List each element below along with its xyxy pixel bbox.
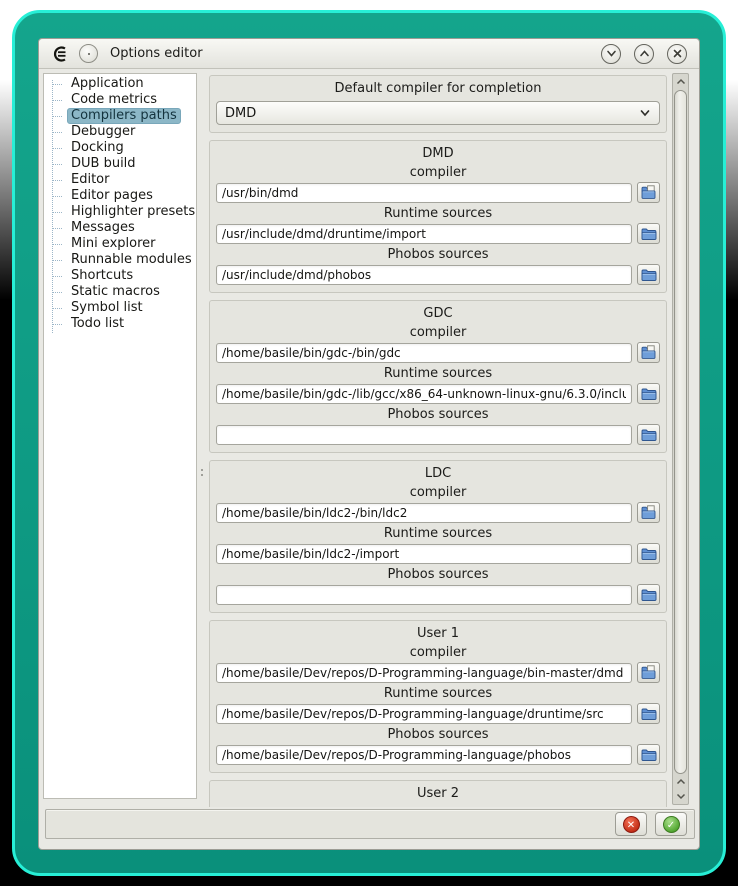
categories-sidebar <box>43 73 197 799</box>
gdc-runtime-sources-input[interactable] <box>216 384 632 404</box>
user1-compiler-input[interactable] <box>216 663 632 683</box>
compiler-group-user1 <box>209 620 667 773</box>
cancel-button[interactable] <box>615 812 647 836</box>
close-button[interactable] <box>667 44 687 64</box>
open-folder-icon <box>641 588 657 602</box>
group-title: LDC <box>424 466 452 481</box>
combo-selected-value: DMD <box>225 105 257 121</box>
sidebar-item-static-macros[interactable]: Static macros <box>44 284 196 300</box>
window-frame <box>12 10 726 876</box>
gdc-compiler-browse-button[interactable] <box>637 342 660 363</box>
compilers-paths-panel <box>207 73 669 807</box>
field-label: compiler <box>409 325 467 340</box>
gdc-runtime-browse-button[interactable] <box>637 383 660 404</box>
open-folder-icon <box>641 387 657 401</box>
sidebar-item-shortcuts[interactable]: Shortcuts <box>44 268 196 284</box>
field-label: Phobos sources <box>387 407 489 422</box>
open-folder-icon <box>641 748 657 762</box>
ldc-runtime-sources-input[interactable] <box>216 544 632 564</box>
open-folder-icon <box>641 227 657 241</box>
default-compiler-group <box>209 75 667 133</box>
gdc-phobos-browse-button[interactable] <box>637 424 660 445</box>
panel-scrollbar[interactable] <box>672 73 689 805</box>
scroll-up-icon[interactable] <box>673 75 688 89</box>
ldc-compiler-browse-button[interactable] <box>637 502 660 523</box>
sidebar-item-mini-explorer[interactable]: Mini explorer <box>44 236 196 252</box>
sidebar-item-dub-build[interactable]: DUB build <box>44 156 196 172</box>
field-label: Phobos sources <box>387 247 489 262</box>
options-editor-window <box>38 38 700 850</box>
group-title: User 1 <box>416 626 460 641</box>
sidebar-item-debugger[interactable]: Debugger <box>44 124 196 140</box>
group-title: User 2 <box>416 786 460 801</box>
ldc-phobos-browse-button[interactable] <box>637 584 660 605</box>
user1-runtime-sources-input[interactable] <box>216 704 632 724</box>
gdc-compiler-input[interactable] <box>216 343 632 363</box>
field-label: compiler <box>409 165 467 180</box>
field-label: compiler <box>409 485 467 500</box>
sidebar-item-compilers-paths[interactable]: Compilers paths <box>44 108 196 124</box>
sidebar-item-runnable-modules[interactable]: Runnable modules <box>44 252 196 268</box>
cancel-x-icon: ✕ <box>623 816 640 833</box>
open-folder-icon <box>641 707 657 721</box>
group-title: Default compiler for completion <box>334 81 542 96</box>
dmd-compiler-input[interactable] <box>216 183 632 203</box>
ldc-compiler-input[interactable] <box>216 503 632 523</box>
sidebar-item-code-metrics[interactable]: Code metrics <box>44 92 196 108</box>
dmd-compiler-browse-button[interactable] <box>637 182 660 203</box>
group-title: DMD <box>422 146 454 161</box>
sidebar-item-editor-pages[interactable]: Editor pages <box>44 188 196 204</box>
field-label: compiler <box>409 645 467 660</box>
accept-check-icon: ✓ <box>663 816 680 833</box>
group-title: GDC <box>423 306 453 321</box>
open-file-icon <box>641 345 657 360</box>
scroll-down-icon[interactable] <box>673 789 688 803</box>
user1-compiler-browse-button[interactable] <box>637 662 660 683</box>
open-file-icon <box>641 665 657 680</box>
user1-phobos-sources-input[interactable] <box>216 745 632 765</box>
sidebar-item-application[interactable]: Application <box>44 76 196 92</box>
open-file-icon <box>641 185 657 200</box>
category-list <box>44 74 196 332</box>
window-title: Options editor <box>110 46 203 61</box>
accept-button[interactable] <box>655 812 687 836</box>
sidebar-splitter-handle[interactable] <box>197 73 207 799</box>
compiler-group-gdc <box>209 300 667 453</box>
window-menu-button[interactable] <box>79 44 98 63</box>
app-logo-icon <box>51 45 71 63</box>
sidebar-item-docking[interactable]: Docking <box>44 140 196 156</box>
compiler-group-user2 <box>209 780 667 807</box>
field-label: Runtime sources <box>383 206 493 221</box>
scroll-up-icon[interactable] <box>673 775 688 789</box>
dmd-runtime-browse-button[interactable] <box>637 223 660 244</box>
compiler-group-dmd <box>209 140 667 293</box>
minimize-button[interactable] <box>601 44 621 64</box>
sidebar-item-highlighter-presets[interactable]: Highlighter presets <box>44 204 196 220</box>
sidebar-item-messages[interactable]: Messages <box>44 220 196 236</box>
field-label: Phobos sources <box>387 567 489 582</box>
compiler-group-ldc <box>209 460 667 613</box>
scrollbar-thumb[interactable] <box>674 90 687 774</box>
default-compiler-select[interactable] <box>216 101 660 125</box>
user1-phobos-browse-button[interactable] <box>637 744 660 765</box>
field-label: Runtime sources <box>383 366 493 381</box>
sidebar-item-todo-list[interactable]: Todo list <box>44 316 196 332</box>
open-folder-icon <box>641 268 657 282</box>
dmd-runtime-sources-input[interactable] <box>216 224 632 244</box>
sidebar-item-symbol-list[interactable]: Symbol list <box>44 300 196 316</box>
open-file-icon <box>641 505 657 520</box>
open-folder-icon <box>641 428 657 442</box>
gdc-phobos-sources-input[interactable] <box>216 425 632 445</box>
field-label: Runtime sources <box>383 526 493 541</box>
maximize-button[interactable] <box>634 44 654 64</box>
dialog-button-bar <box>45 809 695 839</box>
sidebar-item-editor[interactable]: Editor <box>44 172 196 188</box>
ldc-runtime-browse-button[interactable] <box>637 543 660 564</box>
dmd-phobos-browse-button[interactable] <box>637 264 660 285</box>
ldc-phobos-sources-input[interactable] <box>216 585 632 605</box>
titlebar[interactable] <box>39 39 699 69</box>
chevron-down-icon <box>639 107 651 119</box>
field-label: Runtime sources <box>383 686 493 701</box>
dmd-phobos-sources-input[interactable] <box>216 265 632 285</box>
field-label: Phobos sources <box>387 727 489 742</box>
open-folder-icon <box>641 547 657 561</box>
user1-runtime-browse-button[interactable] <box>637 703 660 724</box>
